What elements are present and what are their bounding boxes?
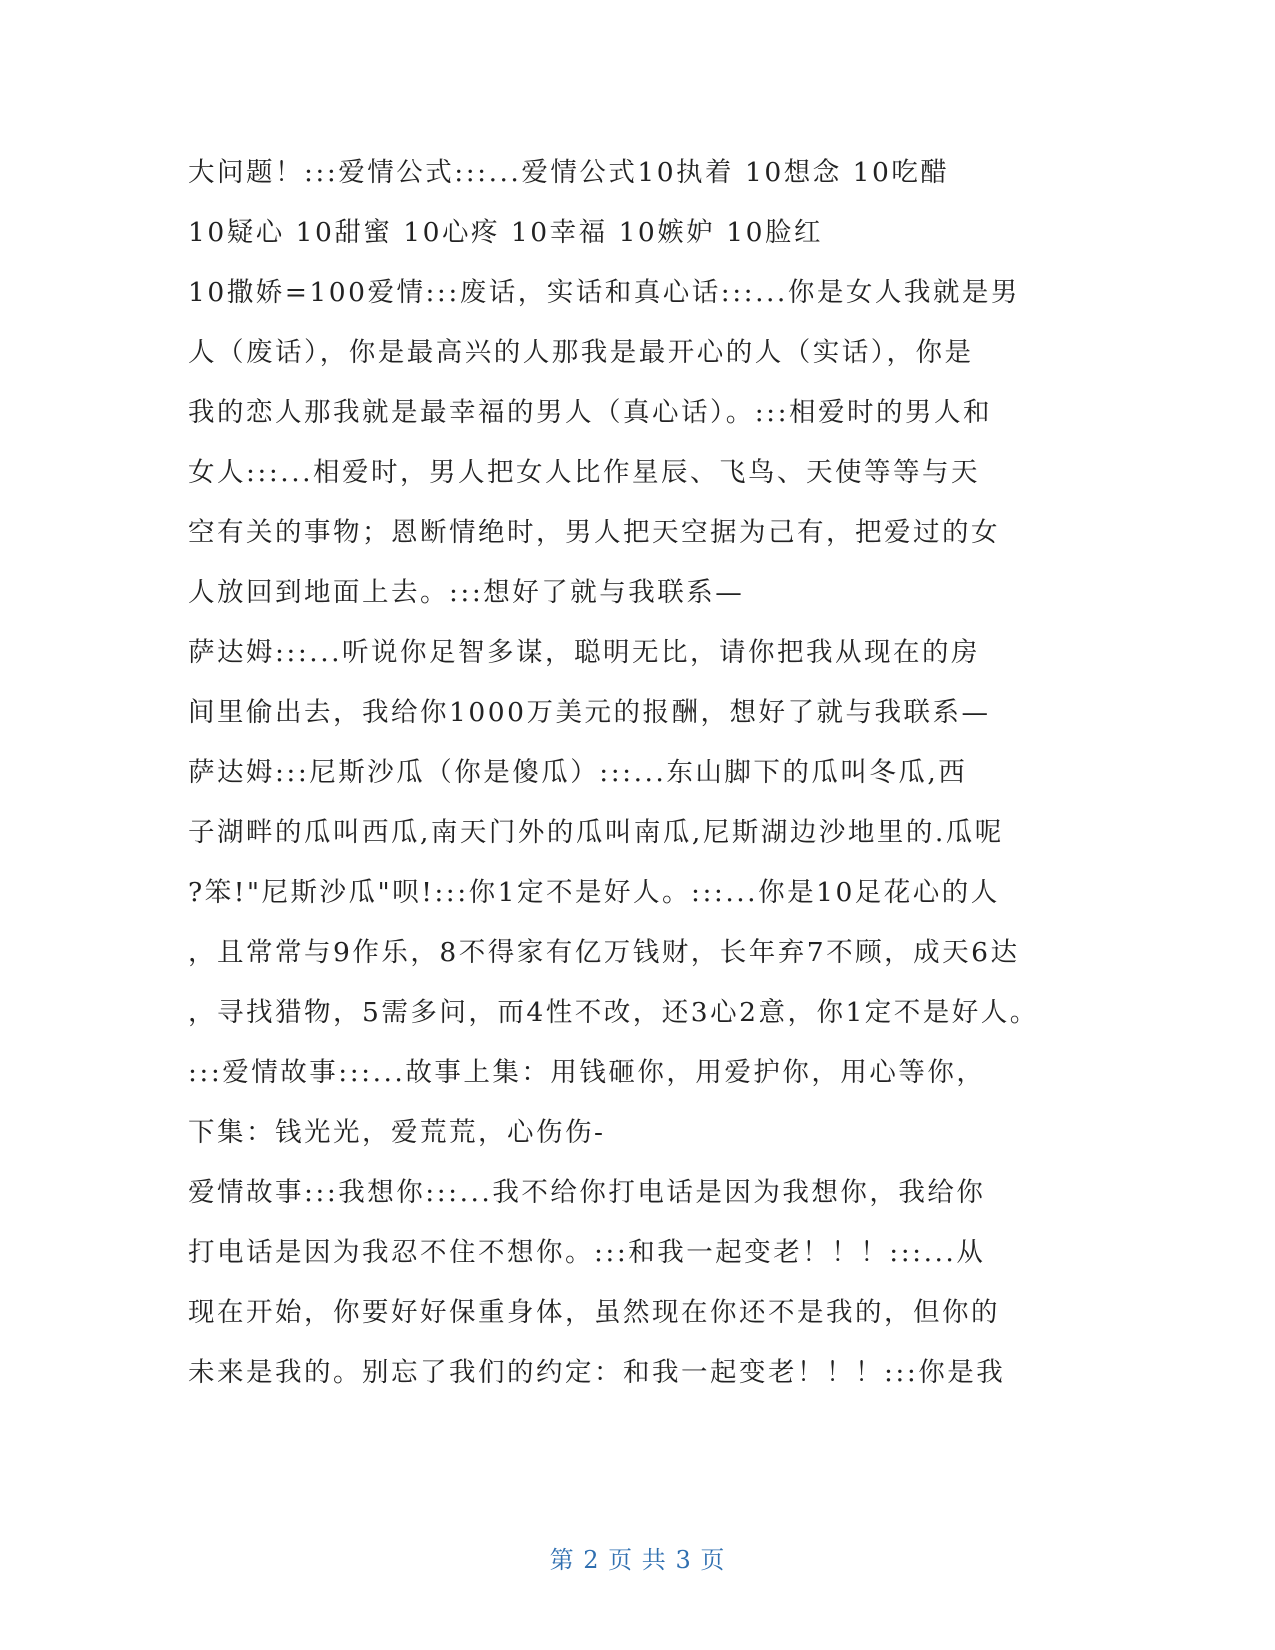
text-line: ?笨!"尼斯沙瓜"呗!:::你1定不是好人。:::...你是10足花心的人	[188, 877, 1000, 908]
text-line: 间里偷出去，我给你1000万美元的报酬，想好了就与我联系—	[188, 697, 991, 728]
text-line: 大问题！:::爱情公式:::...爱情公式10执着 10想念 10吃醋	[188, 157, 950, 188]
text-line: 人（废话），你是最高兴的人那我是最开心的人（实话），你是	[188, 337, 974, 368]
text-line: 空有关的事物；恩断情绝时，男人把天空据为己有，把爱过的女	[188, 517, 1000, 548]
text-line: 未来是我的。别忘了我们的约定：和我一起变老！！！:::你是我	[188, 1357, 1006, 1388]
text-line: 人放回到地面上去。:::想好了就与我联系—	[188, 577, 745, 608]
text-line: 爱情故事:::我想你:::...我不给你打电话是因为我想你，我给你	[188, 1177, 986, 1208]
text-line: 现在开始，你要好好保重身体，虽然现在你还不是我的，但你的	[188, 1297, 1000, 1328]
text-line: ，寻找猎物，5需多问，而4性不改，还3心2意，你1定不是好人。	[188, 997, 1039, 1028]
text-line: ，且常常与9作乐，8不得家有亿万钱财，长年弃7不顾，成天6达	[188, 937, 1020, 968]
text-line: :::爱情故事:::...故事上集：用钱砸你，用爱护你，用心等你，	[188, 1057, 986, 1088]
text-line: 10撒娇=100爱情:::废话，实话和真心话:::...你是女人我就是男	[188, 277, 1020, 308]
text-line: 萨达姆:::尼斯沙瓜（你是傻瓜）:::...东山脚下的瓜叫冬瓜,西	[188, 757, 968, 788]
page-number-footer: 第 2 页 共 3 页	[549, 1546, 726, 1574]
text-line: 下集：钱光光，爱荒荒，心伤伤-	[188, 1117, 606, 1148]
text-line: 打电话是因为我忍不住不想你。:::和我一起变老！！！:::...从	[188, 1237, 986, 1268]
text-line: 10疑心 10甜蜜 10心疼 10幸福 10嫉妒 10脸红	[188, 217, 823, 248]
text-line: 女人:::...相爱时，男人把女人比作星辰、飞鸟、天使等等与天	[188, 457, 981, 488]
text-line: 我的恋人那我就是最幸福的男人（真心话）。:::相爱时的男人和	[188, 397, 993, 428]
body-text	[188, 143, 1088, 1403]
text-line: 萨达姆:::...听说你足智多谋，聪明无比，请你把我从现在的房	[188, 637, 981, 668]
text-line: 子湖畔的瓜叫西瓜,南天门外的瓜叫南瓜,尼斯湖边沙地里的.瓜呢	[188, 817, 1004, 848]
